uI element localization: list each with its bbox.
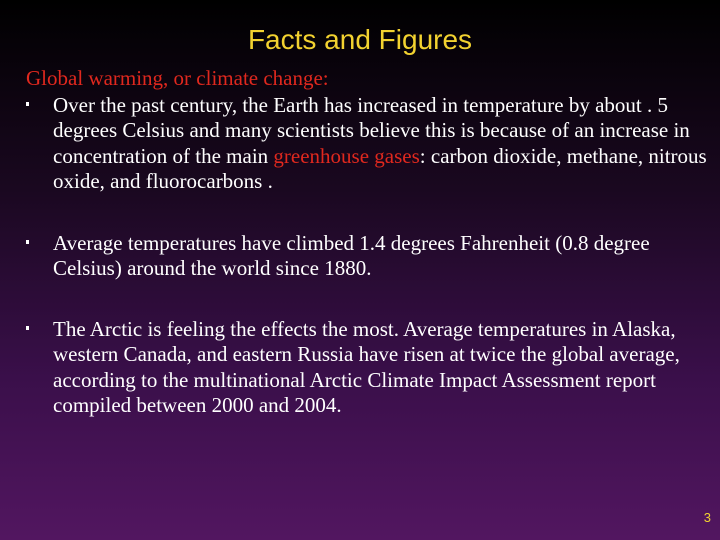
bullet-3-text: The Arctic is feeling the effects the most. Average temperatures in Alaska, western Canada, and eastern Russia have risen at twice the global average, according to the multinational Arctic Climate Impact Assessment report compiled between 2000 and 2004. [53,316,680,417]
bullet-icon [26,326,29,330]
greenhouse-gases-highlight: greenhouse gases [273,143,420,168]
bullet-1-text-pre: Over the past century, the Earth has increased in temperature by about . 5 degrees Celsius and many scientists believe this is because of an increase in concentration of the main [53,92,690,168]
bullet-item-2 [26,231,716,282]
slide-body [26,66,716,419]
bullet-item-1 [26,93,716,195]
intro-heading: Global warming, or climate change: [26,66,329,90]
bullet-1-text-post: : carbon dioxide, methane, nitrous oxide, and fluorocarbons . [53,143,707,193]
bullet-item-3 [26,317,716,419]
bullet-icon [26,102,29,106]
bullet-2-text: Average temperatures have climbed 1.4 degrees Fahrenheit (0.8 degree Celsius) around the world since 1880. [53,230,650,280]
page-number: 3 [703,510,711,525]
slide-title: Facts and Figures [247,24,473,55]
bullet-icon [26,240,29,244]
